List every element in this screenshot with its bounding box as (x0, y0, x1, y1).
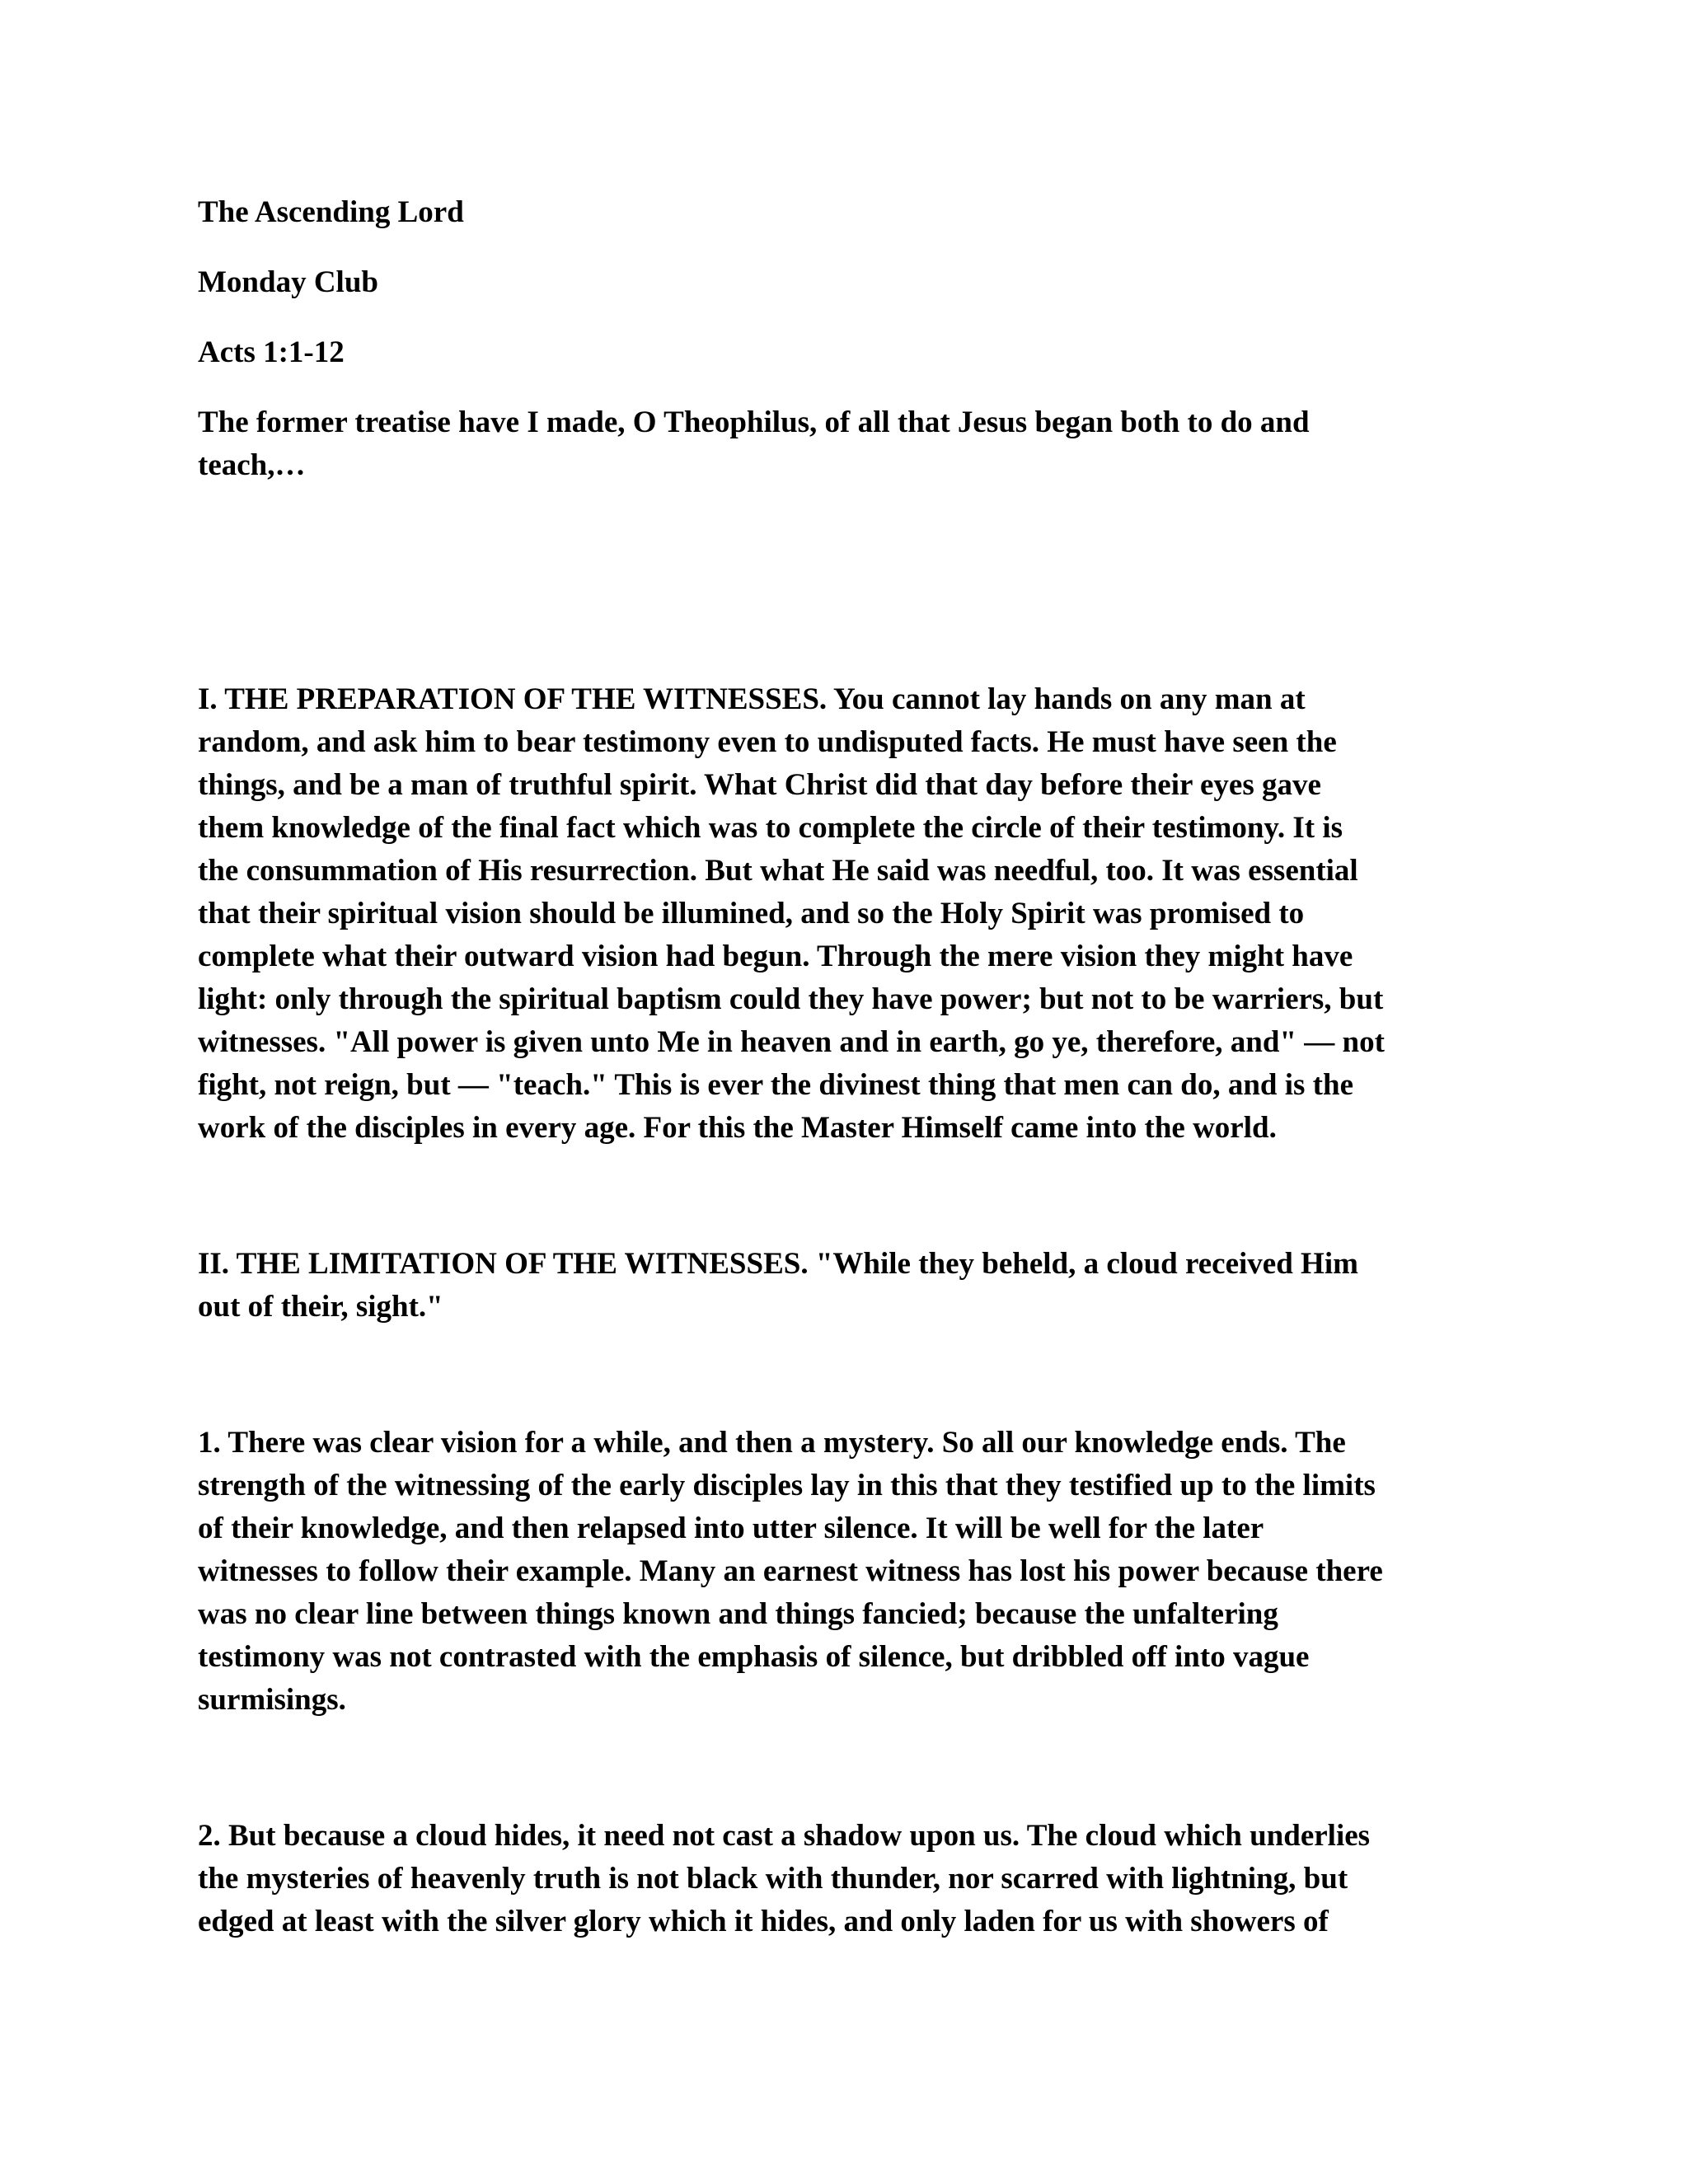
document-title (198, 191, 1484, 234)
point1-line: strength of the witnessing of the early disciples lay in this that they testified up to the limits (198, 1469, 1376, 1502)
section1-line: witnesses. "All power is given unto Me in heaven and in earth, go ye, therefore, and" — not (198, 1025, 1385, 1059)
point1-line: witnesses to follow their example. Many an earnest witness has lost his power because there (198, 1554, 1383, 1588)
point2-line: edged at least with the silver glory which it hides, and only laden for us with showers of (198, 1905, 1329, 1938)
section-preparation (198, 678, 1484, 1150)
section1-line: work of the disciples in every age. For this the Master Himself came into the world. (198, 1111, 1277, 1145)
document-subtitle (198, 261, 1484, 304)
intro-line: The former treatise have I made, O Theophilus, of all that Jesus began both to do and (198, 405, 1310, 439)
point1-line: testimony was not contrasted with the emphasis of silence, but dribbled off into vague (198, 1640, 1310, 1674)
section2-line: out of their, sight." (198, 1290, 443, 1324)
title-text: The Ascending Lord (198, 195, 464, 229)
section1-line: random, and ask him to bear testimony even to undisputed facts. He must have seen the (198, 725, 1337, 759)
point1-line: 1. There was clear vision for a while, and then a mystery. So all our knowledge ends. The (198, 1426, 1346, 1460)
section1-line: things, and be a man of truthful spirit. What Christ did that day before their eyes gave (198, 768, 1321, 802)
section1-line: that their spiritual vision should be illumined, and so the Holy Spirit was promised to (198, 897, 1305, 930)
scripture-reference (198, 331, 1484, 374)
section1-line: the consummation of His resurrection. But what He said was needful, too. It was essential (198, 854, 1358, 888)
section1-line: complete what their outward vision had begun. Through the mere vision they might have (198, 940, 1353, 973)
point-one (198, 1422, 1484, 1722)
point1-line: was no clear line between things known and things fancied; because the unfaltering (198, 1597, 1278, 1631)
point1-line: surmisings. (198, 1683, 346, 1717)
section1-line: I. THE PREPARATION OF THE WITNESSES. You cannot lay hands on any man at (198, 682, 1306, 716)
section1-line: fight, not reign, but — "teach." This is ever the divinest thing that men can do, and is the (198, 1068, 1353, 1102)
subtitle-text: Monday Club (198, 265, 378, 299)
point2-line: the mysteries of heavenly truth is not black with thunder, nor scarred with lightning, but (198, 1862, 1348, 1896)
intro-paragraph (198, 401, 1484, 487)
section2-line: II. THE LIMITATION OF THE WITNESSES. "While they beheld, a cloud received Him (198, 1247, 1358, 1281)
section1-line: them knowledge of the final fact which was to complete the circle of their testimony. It is (198, 811, 1343, 845)
reference-text: Acts 1:1-12 (198, 335, 345, 369)
document-body (198, 191, 1484, 1943)
intro-line: teach,… (198, 448, 306, 482)
point2-line: 2. But because a cloud hides, it need not cast a shadow upon us. The cloud which underlies (198, 1819, 1371, 1853)
section-limitation (198, 1243, 1484, 1329)
section1-line: light: only through the spiritual baptism could they have power; but not to be warriers, but (198, 982, 1384, 1016)
point1-line: of their knowledge, and then relapsed into utter silence. It will be well for the later (198, 1511, 1264, 1545)
point-two (198, 1815, 1484, 1943)
